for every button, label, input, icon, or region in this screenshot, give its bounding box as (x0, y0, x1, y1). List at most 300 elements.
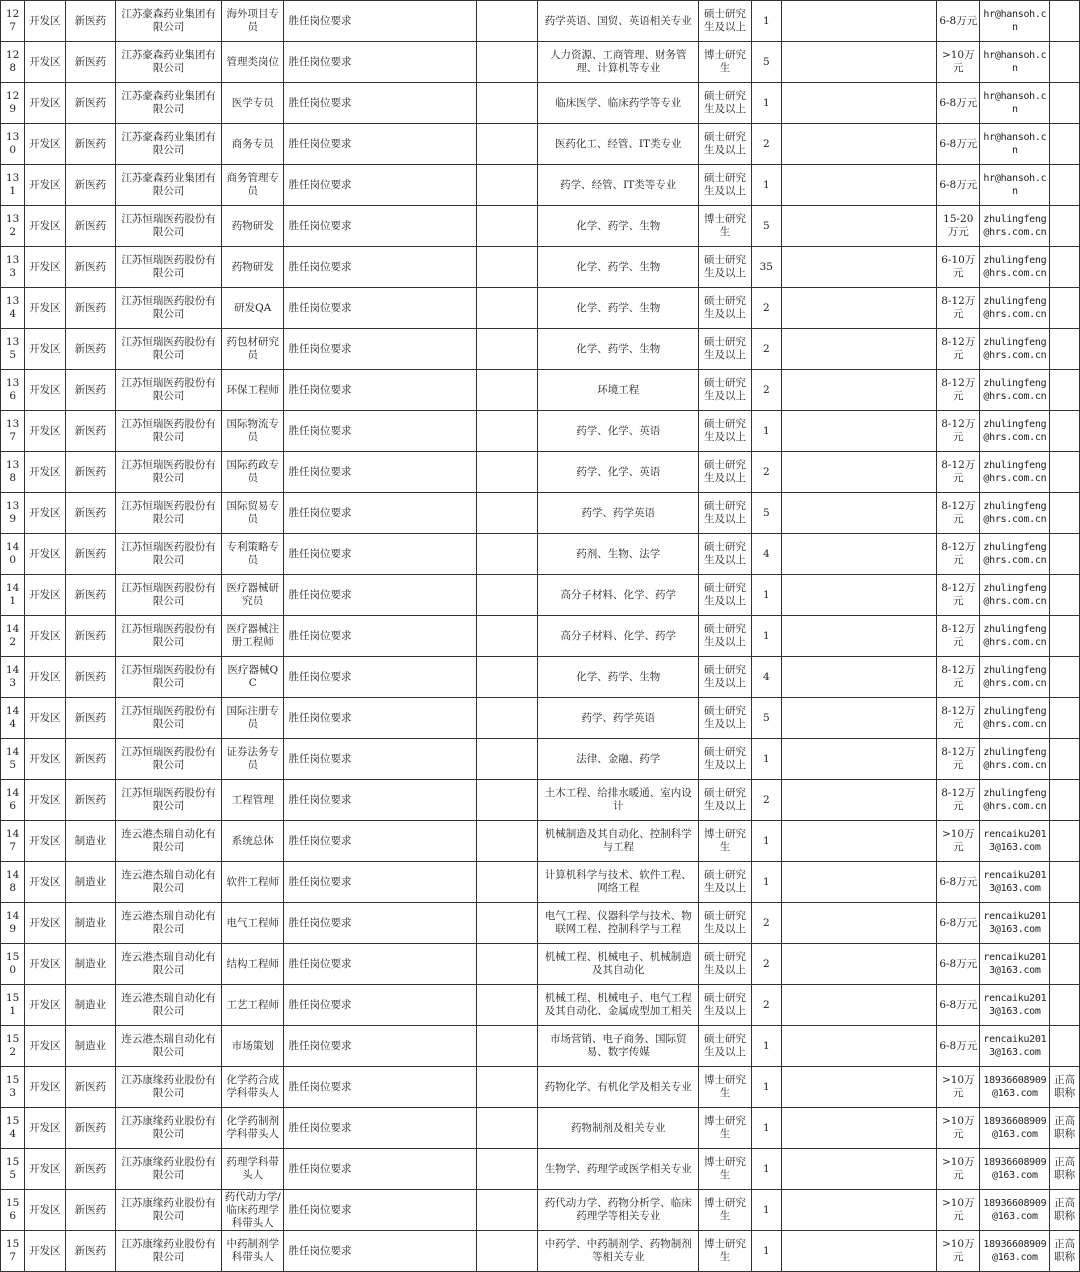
table-row (1, 370, 1080, 411)
industry-cell: 制造业 (65, 862, 116, 903)
requirement-cell: 胜任岗位要求 (284, 1149, 477, 1190)
blank-cell (781, 1149, 937, 1190)
district-cell: 开发区 (25, 1, 65, 42)
district-cell: 开发区 (25, 493, 65, 534)
district-cell: 开发区 (25, 1190, 65, 1231)
position-cell: 专利策略专员 (222, 534, 284, 575)
row-number-cell: 134 (1, 288, 25, 329)
district-cell: 开发区 (25, 83, 65, 124)
row-number-cell: 154 (1, 1108, 25, 1149)
headcount-cell: 1 (752, 1067, 782, 1108)
headcount-cell: 1 (752, 862, 782, 903)
table-row (1, 411, 1080, 452)
position-cell: 药物研发 (222, 247, 284, 288)
education-cell: 硕士研究生及以上 (699, 780, 752, 821)
table-row (1, 165, 1080, 206)
major-cell: 临床医学、临床药学等专业 (538, 83, 699, 124)
industry-cell: 新医药 (65, 534, 116, 575)
salary-cell: 6-8万元 (937, 165, 980, 206)
headcount-cell: 5 (752, 698, 782, 739)
contact-email-cell: rencaiku2013@163.com (980, 821, 1050, 862)
contact-email-cell: zhulingfeng@hrs.com.cn (980, 288, 1050, 329)
row-number-cell: 127 (1, 1, 25, 42)
table-row (1, 329, 1080, 370)
major-cell: 化学、药学、生物 (538, 657, 699, 698)
education-cell: 硕士研究生及以上 (699, 616, 752, 657)
headcount-cell: 2 (752, 452, 782, 493)
row-number-cell: 138 (1, 452, 25, 493)
blank-cell (476, 1067, 537, 1108)
salary-cell: 8-12万元 (937, 780, 980, 821)
industry-cell: 新医药 (65, 42, 116, 83)
blank-cell (781, 1026, 937, 1067)
education-cell: 硕士研究生及以上 (699, 657, 752, 698)
major-cell: 电气工程、仪器科学与技术、物联网工程、控制科学与工程 (538, 903, 699, 944)
blank-cell (781, 780, 937, 821)
row-number-cell: 128 (1, 42, 25, 83)
table-row (1, 616, 1080, 657)
requirement-cell: 胜任岗位要求 (284, 124, 477, 165)
major-cell: 药学、经管、IT类等专业 (538, 165, 699, 206)
note-cell (1050, 493, 1080, 534)
blank-cell (476, 83, 537, 124)
blank-cell (781, 493, 937, 534)
blank-cell (476, 1190, 537, 1231)
contact-email-cell: 18936608909@163.com (980, 1108, 1050, 1149)
district-cell: 开发区 (25, 616, 65, 657)
major-cell: 人力资源、工商管理、财务管理、计算机等专业 (538, 42, 699, 83)
industry-cell: 制造业 (65, 1026, 116, 1067)
headcount-cell: 4 (752, 534, 782, 575)
industry-cell: 新医药 (65, 1231, 116, 1272)
company-cell: 江苏恒瑞医药股份有限公司 (116, 452, 222, 493)
major-cell: 机械制造及其自动化、控制科学与工程 (538, 821, 699, 862)
major-cell: 计算机科学与技术、软件工程、网络工程 (538, 862, 699, 903)
education-cell: 博士研究生 (699, 1149, 752, 1190)
row-number-cell: 140 (1, 534, 25, 575)
headcount-cell: 2 (752, 370, 782, 411)
row-number-cell: 131 (1, 165, 25, 206)
major-cell: 药学、药学英语 (538, 493, 699, 534)
position-cell: 海外项目专员 (222, 1, 284, 42)
blank-cell (476, 288, 537, 329)
salary-cell: 6-8万元 (937, 1, 980, 42)
headcount-cell: 2 (752, 903, 782, 944)
company-cell: 江苏恒瑞医药股份有限公司 (116, 493, 222, 534)
district-cell: 开发区 (25, 206, 65, 247)
education-cell: 博士研究生 (699, 42, 752, 83)
salary-cell: 6-8万元 (937, 124, 980, 165)
district-cell: 开发区 (25, 985, 65, 1026)
company-cell: 江苏豪森药业集团有限公司 (116, 83, 222, 124)
salary-cell: >10万元 (937, 42, 980, 83)
salary-cell: 8-12万元 (937, 739, 980, 780)
position-cell: 化学药制剂学科带头人 (222, 1108, 284, 1149)
major-cell: 医药化工、经管、IT类专业 (538, 124, 699, 165)
blank-cell (476, 903, 537, 944)
requirement-cell: 胜任岗位要求 (284, 452, 477, 493)
industry-cell: 新医药 (65, 698, 116, 739)
education-cell: 硕士研究生及以上 (699, 944, 752, 985)
blank-cell (781, 821, 937, 862)
salary-cell: 8-12万元 (937, 698, 980, 739)
requirement-cell: 胜任岗位要求 (284, 247, 477, 288)
company-cell: 江苏恒瑞医药股份有限公司 (116, 780, 222, 821)
position-cell: 国际物流专员 (222, 411, 284, 452)
blank-cell (781, 42, 937, 83)
salary-cell: 6-8万元 (937, 944, 980, 985)
blank-cell (781, 903, 937, 944)
row-number-cell: 153 (1, 1067, 25, 1108)
blank-cell (781, 206, 937, 247)
row-number-cell: 157 (1, 1231, 25, 1272)
district-cell: 开发区 (25, 411, 65, 452)
blank-cell (781, 862, 937, 903)
blank-cell (476, 534, 537, 575)
salary-cell: 8-12万元 (937, 575, 980, 616)
note-cell (1050, 657, 1080, 698)
major-cell: 化学、药学、生物 (538, 247, 699, 288)
major-cell: 化学、药学、生物 (538, 329, 699, 370)
table-row (1, 1067, 1080, 1108)
note-cell (1050, 124, 1080, 165)
contact-email-cell: zhulingfeng@hrs.com.cn (980, 411, 1050, 452)
industry-cell: 新医药 (65, 1, 116, 42)
major-cell: 化学、药学、生物 (538, 206, 699, 247)
district-cell: 开发区 (25, 534, 65, 575)
note-cell (1050, 1026, 1080, 1067)
blank-cell (476, 698, 537, 739)
blank-cell (476, 1231, 537, 1272)
row-number-cell: 129 (1, 83, 25, 124)
requirement-cell: 胜任岗位要求 (284, 165, 477, 206)
position-cell: 药物研发 (222, 206, 284, 247)
row-number-cell: 141 (1, 575, 25, 616)
blank-cell (476, 575, 537, 616)
salary-cell: >10万元 (937, 1190, 980, 1231)
company-cell: 江苏恒瑞医药股份有限公司 (116, 575, 222, 616)
table-row (1, 657, 1080, 698)
salary-cell: >10万元 (937, 1149, 980, 1190)
table-row (1, 206, 1080, 247)
salary-cell: >10万元 (937, 1231, 980, 1272)
blank-cell (781, 83, 937, 124)
blank-cell (781, 698, 937, 739)
blank-cell (781, 1190, 937, 1231)
education-cell: 硕士研究生及以上 (699, 247, 752, 288)
headcount-cell: 1 (752, 821, 782, 862)
major-cell: 生物学、药理学或医学相关专业 (538, 1149, 699, 1190)
contact-email-cell: zhulingfeng@hrs.com.cn (980, 370, 1050, 411)
note-cell (1050, 821, 1080, 862)
note-cell (1050, 452, 1080, 493)
industry-cell: 新医药 (65, 452, 116, 493)
headcount-cell: 1 (752, 1149, 782, 1190)
position-cell: 医学专员 (222, 83, 284, 124)
company-cell: 江苏恒瑞医药股份有限公司 (116, 616, 222, 657)
row-number-cell: 135 (1, 329, 25, 370)
company-cell: 江苏恒瑞医药股份有限公司 (116, 288, 222, 329)
note-cell: 正高职称 (1050, 1149, 1080, 1190)
company-cell: 江苏康缘药业股份有限公司 (116, 1067, 222, 1108)
company-cell: 江苏豪森药业集团有限公司 (116, 1, 222, 42)
industry-cell: 新医药 (65, 124, 116, 165)
requirement-cell: 胜任岗位要求 (284, 657, 477, 698)
blank-cell (476, 944, 537, 985)
requirement-cell: 胜任岗位要求 (284, 1067, 477, 1108)
headcount-cell: 2 (752, 985, 782, 1026)
contact-email-cell: hr@hansoh.cn (980, 165, 1050, 206)
company-cell: 江苏豪森药业集团有限公司 (116, 124, 222, 165)
table-row (1, 575, 1080, 616)
major-cell: 药学、化学、英语 (538, 411, 699, 452)
table-row (1, 944, 1080, 985)
blank-cell (781, 411, 937, 452)
district-cell: 开发区 (25, 1231, 65, 1272)
education-cell: 硕士研究生及以上 (699, 452, 752, 493)
table-row (1, 780, 1080, 821)
district-cell: 开发区 (25, 821, 65, 862)
blank-cell (781, 1, 937, 42)
district-cell: 开发区 (25, 124, 65, 165)
headcount-cell: 2 (752, 329, 782, 370)
salary-cell: 8-12万元 (937, 534, 980, 575)
salary-cell: 8-12万元 (937, 452, 980, 493)
requirement-cell: 胜任岗位要求 (284, 42, 477, 83)
row-number-cell: 147 (1, 821, 25, 862)
salary-cell: >10万元 (937, 821, 980, 862)
company-cell: 江苏康缘药业股份有限公司 (116, 1149, 222, 1190)
blank-cell (781, 452, 937, 493)
company-cell: 江苏恒瑞医药股份有限公司 (116, 206, 222, 247)
company-cell: 江苏恒瑞医药股份有限公司 (116, 247, 222, 288)
blank-cell (781, 1108, 937, 1149)
salary-cell: 6-8万元 (937, 985, 980, 1026)
district-cell: 开发区 (25, 370, 65, 411)
major-cell: 药代动力学、药物分析学、临床药理学等相关专业 (538, 1190, 699, 1231)
blank-cell (476, 124, 537, 165)
requirement-cell: 胜任岗位要求 (284, 862, 477, 903)
major-cell: 药学、化学、英语 (538, 452, 699, 493)
blank-cell (781, 1067, 937, 1108)
row-number-cell: 139 (1, 493, 25, 534)
major-cell: 药物制剂及相关专业 (538, 1108, 699, 1149)
district-cell: 开发区 (25, 575, 65, 616)
company-cell: 江苏康缘药业股份有限公司 (116, 1108, 222, 1149)
note-cell (1050, 534, 1080, 575)
blank-cell (781, 165, 937, 206)
row-number-cell: 145 (1, 739, 25, 780)
blank-cell (476, 780, 537, 821)
education-cell: 硕士研究生及以上 (699, 493, 752, 534)
salary-cell: 6-8万元 (937, 83, 980, 124)
row-number-cell: 144 (1, 698, 25, 739)
table-row (1, 739, 1080, 780)
requirement-cell: 胜任岗位要求 (284, 534, 477, 575)
contact-email-cell: rencaiku2013@163.com (980, 862, 1050, 903)
contact-email-cell: hr@hansoh.cn (980, 1, 1050, 42)
industry-cell: 新医药 (65, 370, 116, 411)
education-cell: 博士研究生 (699, 1190, 752, 1231)
company-cell: 江苏恒瑞医药股份有限公司 (116, 370, 222, 411)
note-cell: 正高职称 (1050, 1067, 1080, 1108)
company-cell: 江苏康缘药业股份有限公司 (116, 1231, 222, 1272)
table-row (1, 1149, 1080, 1190)
requirement-cell: 胜任岗位要求 (284, 206, 477, 247)
headcount-cell: 1 (752, 616, 782, 657)
row-number-cell: 142 (1, 616, 25, 657)
industry-cell: 新医药 (65, 83, 116, 124)
blank-cell (781, 370, 937, 411)
industry-cell: 制造业 (65, 903, 116, 944)
table-row (1, 452, 1080, 493)
blank-cell (781, 575, 937, 616)
company-cell: 江苏豪森药业集团有限公司 (116, 165, 222, 206)
district-cell: 开发区 (25, 780, 65, 821)
requirement-cell: 胜任岗位要求 (284, 83, 477, 124)
district-cell: 开发区 (25, 1108, 65, 1149)
note-cell (1050, 206, 1080, 247)
industry-cell: 新医药 (65, 1149, 116, 1190)
education-cell: 硕士研究生及以上 (699, 411, 752, 452)
blank-cell (476, 411, 537, 452)
blank-cell (781, 288, 937, 329)
position-cell: 医疗器械研究员 (222, 575, 284, 616)
district-cell: 开发区 (25, 42, 65, 83)
blank-cell (476, 985, 537, 1026)
major-cell: 机械工程、机械电子、电气工程及其自动化、金属成型加工相关 (538, 985, 699, 1026)
requirement-cell: 胜任岗位要求 (284, 575, 477, 616)
blank-cell (476, 42, 537, 83)
education-cell: 博士研究生 (699, 1067, 752, 1108)
education-cell: 硕士研究生及以上 (699, 739, 752, 780)
row-number-cell: 143 (1, 657, 25, 698)
table-row (1, 821, 1080, 862)
education-cell: 硕士研究生及以上 (699, 165, 752, 206)
requirement-cell: 胜任岗位要求 (284, 616, 477, 657)
table-row (1, 42, 1080, 83)
position-cell: 商务管理专员 (222, 165, 284, 206)
blank-cell (781, 247, 937, 288)
major-cell: 法律、金融、药学 (538, 739, 699, 780)
position-cell: 药理学科带头人 (222, 1149, 284, 1190)
contact-email-cell: zhulingfeng@hrs.com.cn (980, 247, 1050, 288)
industry-cell: 新医药 (65, 1190, 116, 1231)
salary-cell: 6-8万元 (937, 1026, 980, 1067)
position-cell: 国际贸易专员 (222, 493, 284, 534)
row-number-cell: 149 (1, 903, 25, 944)
requirement-cell: 胜任岗位要求 (284, 821, 477, 862)
position-cell: 药代动力学/临床药理学科带头人 (222, 1190, 284, 1231)
headcount-cell: 1 (752, 1190, 782, 1231)
contact-email-cell: zhulingfeng@hrs.com.cn (980, 616, 1050, 657)
contact-email-cell: rencaiku2013@163.com (980, 985, 1050, 1026)
education-cell: 硕士研究生及以上 (699, 1026, 752, 1067)
table-row (1, 903, 1080, 944)
company-cell: 连云港杰瑞自动化有限公司 (116, 1026, 222, 1067)
position-cell: 商务专员 (222, 124, 284, 165)
district-cell: 开发区 (25, 698, 65, 739)
requirement-cell: 胜任岗位要求 (284, 411, 477, 452)
position-cell: 软件工程师 (222, 862, 284, 903)
blank-cell (476, 165, 537, 206)
industry-cell: 新医药 (65, 411, 116, 452)
blank-cell (476, 1, 537, 42)
company-cell: 江苏恒瑞医药股份有限公司 (116, 698, 222, 739)
contact-email-cell: 18936608909@163.com (980, 1190, 1050, 1231)
salary-cell: 8-12万元 (937, 288, 980, 329)
salary-cell: 15-20万元 (937, 206, 980, 247)
row-number-cell: 150 (1, 944, 25, 985)
industry-cell: 新医药 (65, 616, 116, 657)
industry-cell: 新医药 (65, 575, 116, 616)
education-cell: 博士研究生 (699, 821, 752, 862)
district-cell: 开发区 (25, 247, 65, 288)
blank-cell (476, 1108, 537, 1149)
note-cell (1050, 780, 1080, 821)
industry-cell: 新医药 (65, 1108, 116, 1149)
note-cell (1050, 329, 1080, 370)
education-cell: 博士研究生 (699, 1108, 752, 1149)
row-number-cell: 136 (1, 370, 25, 411)
note-cell: 正高职称 (1050, 1190, 1080, 1231)
headcount-cell: 5 (752, 42, 782, 83)
requirement-cell: 胜任岗位要求 (284, 739, 477, 780)
district-cell: 开发区 (25, 657, 65, 698)
company-cell: 江苏恒瑞医药股份有限公司 (116, 411, 222, 452)
requirement-cell: 胜任岗位要求 (284, 698, 477, 739)
district-cell: 开发区 (25, 329, 65, 370)
row-number-cell: 133 (1, 247, 25, 288)
major-cell: 药学、药学英语 (538, 698, 699, 739)
headcount-cell: 1 (752, 83, 782, 124)
requirement-cell: 胜任岗位要求 (284, 370, 477, 411)
blank-cell (781, 124, 937, 165)
headcount-cell: 1 (752, 411, 782, 452)
education-cell: 硕士研究生及以上 (699, 985, 752, 1026)
contact-email-cell: hr@hansoh.cn (980, 83, 1050, 124)
education-cell: 硕士研究生及以上 (699, 862, 752, 903)
position-cell: 证券法务专员 (222, 739, 284, 780)
industry-cell: 制造业 (65, 821, 116, 862)
blank-cell (781, 657, 937, 698)
education-cell: 硕士研究生及以上 (699, 124, 752, 165)
contact-email-cell: zhulingfeng@hrs.com.cn (980, 780, 1050, 821)
note-cell (1050, 985, 1080, 1026)
blank-cell (476, 616, 537, 657)
blank-cell (476, 493, 537, 534)
blank-cell (781, 1231, 937, 1272)
position-cell: 结构工程师 (222, 944, 284, 985)
headcount-cell: 5 (752, 493, 782, 534)
note-cell: 正高职称 (1050, 1231, 1080, 1272)
requirement-cell: 胜任岗位要求 (284, 903, 477, 944)
district-cell: 开发区 (25, 452, 65, 493)
contact-email-cell: hr@hansoh.cn (980, 42, 1050, 83)
row-number-cell: 148 (1, 862, 25, 903)
contact-email-cell: zhulingfeng@hrs.com.cn (980, 493, 1050, 534)
company-cell: 江苏恒瑞医药股份有限公司 (116, 329, 222, 370)
contact-email-cell: rencaiku2013@163.com (980, 1026, 1050, 1067)
company-cell: 连云港杰瑞自动化有限公司 (116, 944, 222, 985)
education-cell: 硕士研究生及以上 (699, 370, 752, 411)
position-cell: 管理类岗位 (222, 42, 284, 83)
district-cell: 开发区 (25, 944, 65, 985)
salary-cell: 6-10万元 (937, 247, 980, 288)
position-cell: 工艺工程师 (222, 985, 284, 1026)
blank-cell (781, 944, 937, 985)
headcount-cell: 1 (752, 165, 782, 206)
